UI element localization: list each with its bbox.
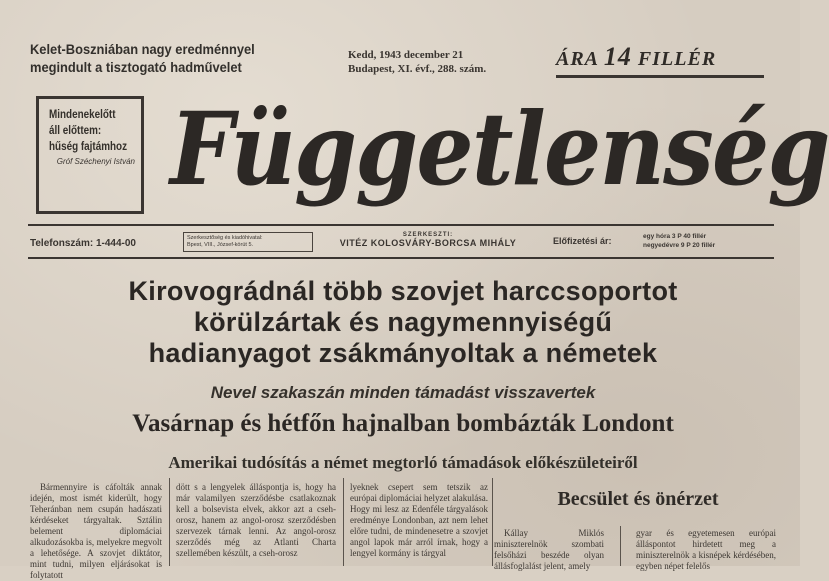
- issue-date: Kedd, 1943 december 21: [348, 49, 464, 61]
- column-divider: [620, 526, 621, 566]
- article-column-3: lyeknek csepert sem tetszik az európai diplomáciai helyzet alakulása. Hogy mi lesz az Edenféle tárgyalások eredménye Londonban, azt nem lehet előre tudni, de mindenesetre a szovjet angol lapok már arról írnak, hogy a lengyel kormány is tárgyal: [350, 482, 488, 558]
- motto-line-1: Mindenekelőtt: [49, 109, 116, 121]
- issue-info: [348, 48, 528, 76]
- price-suffix: FILLÉR: [631, 48, 717, 70]
- admin-line-1: Szerkesztőség és kiadóhivatal:: [187, 235, 263, 241]
- main-headline: [30, 276, 776, 369]
- editorial-column-1: Kállay Miklós miniszterelnök szombati felsőházi beszéde olyan állásfoglalást jelent, amely: [494, 528, 604, 571]
- motto-text: [49, 107, 144, 155]
- editorial-address-box: [183, 232, 313, 252]
- kicker-line-2: megindult a tisztogató hadművelet: [30, 59, 242, 75]
- price-label: [556, 42, 774, 72]
- front-kicker: [30, 40, 306, 76]
- price-rule: [556, 75, 764, 78]
- masthead-title: Függetlenség: [170, 90, 829, 208]
- main-headline-line-3: hadianyagot zsákmányoltak a németek: [148, 338, 658, 368]
- editor-credit: [328, 232, 528, 248]
- phone-number: Telefonszám: 1-444-00: [30, 238, 136, 249]
- masthead-rule-top: [28, 224, 774, 226]
- motto-line-2: áll előttem:: [49, 125, 102, 137]
- motto-author: Gróf Széchenyi István: [56, 157, 135, 166]
- subheadline-nevel: Nevel szakaszán minden támadást visszavertek: [210, 383, 596, 402]
- column-divider: [343, 478, 344, 566]
- editor-name: VITÉZ KOLOSVÁRY-BORCSA MIHÁLY: [339, 238, 517, 248]
- editor-label: SZERKESZTI:: [402, 232, 454, 238]
- subscription-month: egy hóra 3 P 40 fillér: [643, 233, 707, 240]
- subheadline-american-report: Amerikai tudósítás a német megtorló támadások előkészületeiről: [168, 453, 638, 472]
- column-divider: [492, 478, 493, 566]
- article-column-1: Bármennyire is cáfolták annak idején, most ismét kiderült, hogy Teheránban nem csupán hadászati kérdéseket tárgyaltak. Sztálin belement diplomáciai alkudozásokba is, melyekre megvolt a lehetősége. A szovjet diktátor, mint tudni, milyen eljárásokat is folytatott: [30, 482, 162, 580]
- article-column-2: dött s a lengyelek álláspontja is, hogy ha már valamilyen szerződésbe csatlakoznak kell a bolsevista elvek, akkor azt a cseh-orosz, hanem az angol-orosz szerződésben szervezek tárnak lenni. Az angol-orosz szerződés még az Atlanti Charta szellemében készült, a cseh-orosz: [176, 482, 336, 558]
- issue-number: Budapest, XI. évf., 288. szám.: [348, 63, 487, 75]
- subscription-quarter: negyedévre 9 P 20 fillér: [643, 242, 716, 249]
- price-amount: 14: [603, 42, 632, 71]
- subheadline-london: Vasárnap és hétfőn hajnalban bombázták Londont: [132, 410, 674, 437]
- column-divider: [169, 478, 170, 566]
- motto-line-3: hűség fajtámhoz: [49, 141, 128, 153]
- editorial-column-2: gyar és egyetemesen európai álláspontot hirdetett meg a miniszterelnök a kisnépek kérdésében, egyben népet felelős: [636, 528, 776, 571]
- price-block: [556, 42, 774, 78]
- motto-box: [36, 96, 144, 214]
- subscription-prices: [643, 232, 715, 250]
- editorial-headline: Becsület és önérzet: [557, 488, 719, 510]
- subscription-label: Előfizetési ár:: [553, 236, 612, 246]
- main-headline-line-2: körülzártak és nagymennyiségű: [193, 307, 613, 337]
- admin-line-2: Bpest, VIII., József-körút 5.: [187, 242, 254, 248]
- masthead-rule-bottom: [28, 257, 774, 259]
- main-headline-line-1: Kirovográdnál több szovjet harccsoportot: [128, 276, 678, 306]
- price-prefix: ÁRA: [556, 48, 604, 70]
- kicker-line-1: Kelet-Boszniában nagy eredménnyel: [30, 41, 255, 57]
